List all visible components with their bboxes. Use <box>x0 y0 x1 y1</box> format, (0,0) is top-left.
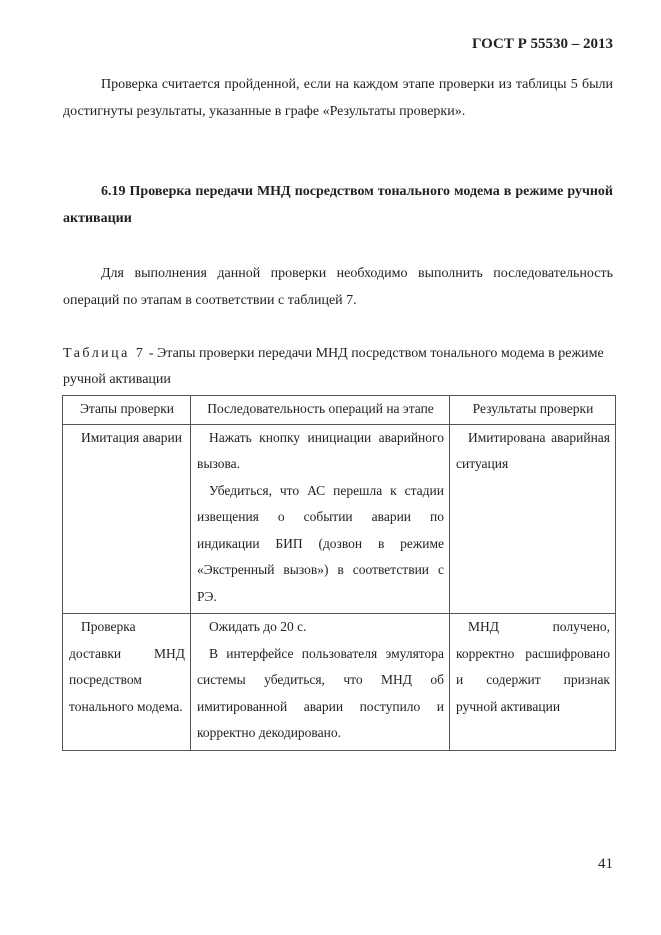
result-cell <box>450 424 616 614</box>
table-row <box>63 424 616 614</box>
page-number: 41 <box>598 856 613 872</box>
stage-text: Проверка доставки МНД посредством тонального модема. <box>69 619 185 714</box>
header-operations: Последовательность операций на этапе <box>191 396 450 425</box>
steps-table <box>62 395 616 751</box>
section-heading-6-19: 6.19 Проверка передачи МНД посредством тонального модема в режиме ручной активации <box>63 184 613 226</box>
result-text: Имитирована аварийная ситуация <box>456 429 610 471</box>
result-cell <box>450 614 616 751</box>
operation-step: Нажать кнопку инициации аварийного вызова. <box>197 429 444 471</box>
operations-cell <box>191 614 450 751</box>
result-text: МНД получено, корректно расшифровано и содержит признак ручной активации <box>456 619 610 714</box>
table-caption-label: Таблица 7 <box>63 346 146 361</box>
stage-cell <box>63 424 191 614</box>
stage-text: Имитация аварии <box>81 429 182 445</box>
paragraph-procedure-intro: Для выполнения данной проверки необходимо выполнить последовательность операций по этапам в соответствии с таблицей 7. <box>63 266 613 308</box>
paragraph-check-passed: Проверка считается пройденной, если на каждом этапе проверки из таблицы 5 были достигнуты результаты, указанные в графе «Результаты проверки». <box>63 77 613 119</box>
operation-step: Ожидать до 20 с. <box>209 619 307 634</box>
header-stage: Этапы проверки <box>63 396 191 425</box>
document-header: ГОСТ Р 55530 – 2013 <box>471 36 613 52</box>
stage-cell <box>63 614 191 751</box>
operations-cell <box>191 424 450 614</box>
operation-step: В интерфейсе пользователя эмулятора системы убедиться, что МНД об имитированной аварии поступило и корректно декодировано. <box>197 645 444 740</box>
operation-step: Убедиться, что АС перешла к стадии извещения о событии аварии по индикации БИП (дозвон в режиме «Экстренный вызов») в соответствии с РЭ. <box>197 482 444 604</box>
table-caption-text: - Этапы проверки передачи МНД посредством тонального модема в режиме ручной активации <box>63 346 604 387</box>
table-row <box>63 614 616 751</box>
table-caption <box>63 341 615 393</box>
table-header-row <box>63 396 616 425</box>
header-results: Результаты проверки <box>450 396 616 425</box>
